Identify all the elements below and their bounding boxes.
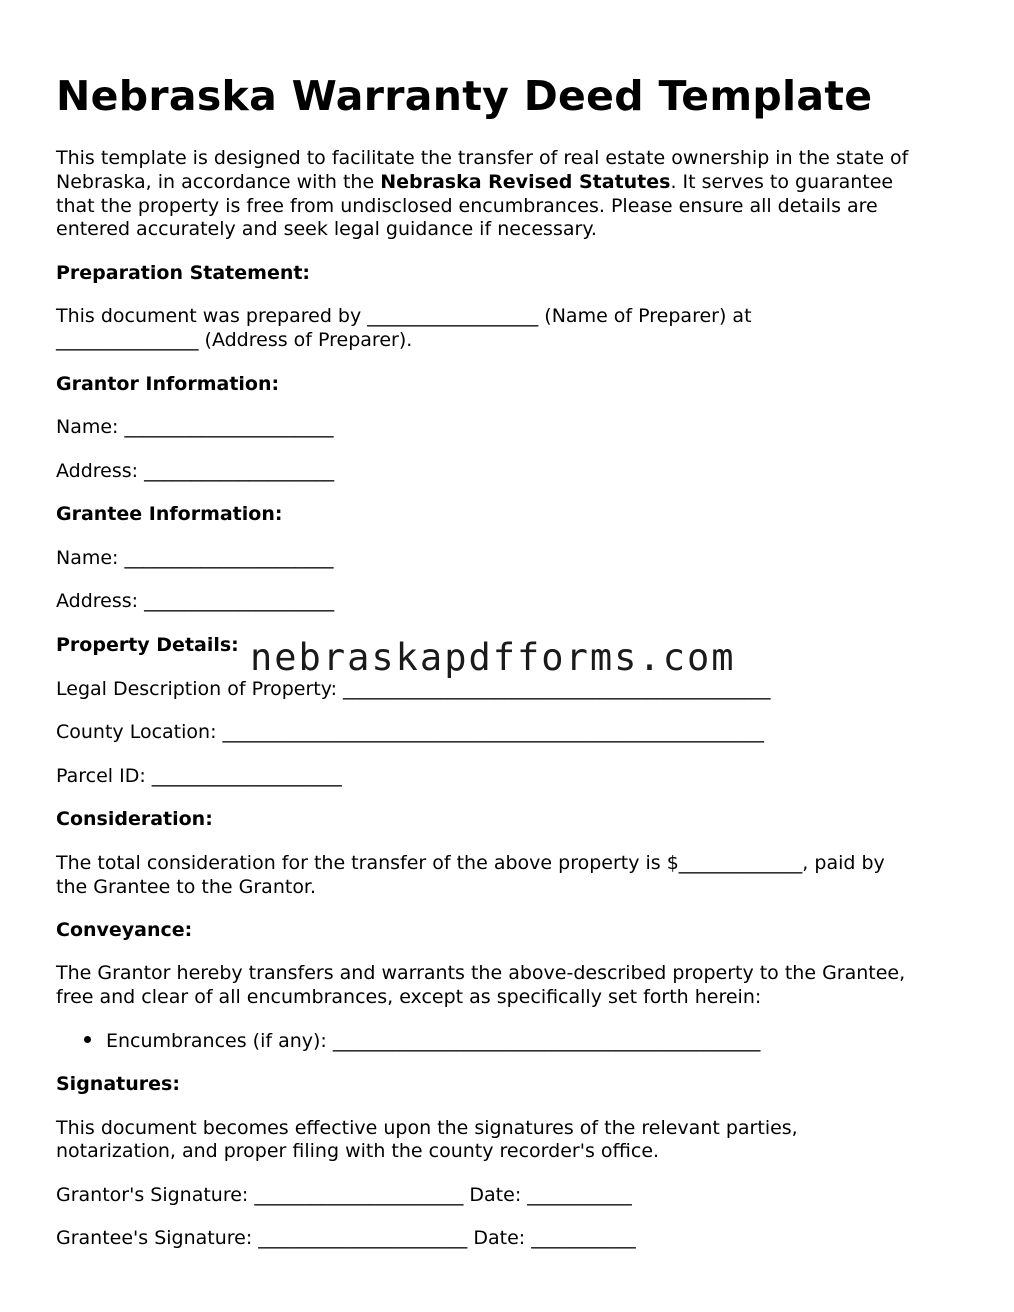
intro-line-2-post: . It serves to guarantee — [670, 171, 894, 193]
intro-line-1: This template is designed to facilitate the transfer of real estate ownership in the state of — [56, 147, 909, 169]
intro-line-2-pre: Nebraska, in accordance with the — [56, 171, 381, 193]
preparation-heading: Preparation Statement: — [56, 262, 311, 284]
preparation-line-1: This document was prepared by __________________ (Name of Preparer) at — [56, 305, 752, 327]
page-title: Nebraska Warranty Deed Template — [56, 72, 873, 120]
signatures-line-1: This document becomes effective upon the signatures of the relevant parties, — [56, 1117, 798, 1139]
encumbrances-field: Encumbrances (if any): _____________________________________________ — [106, 1030, 761, 1052]
consideration-line-1: The total consideration for the transfer of the above property is $_____________, paid by — [56, 852, 885, 874]
signatures-heading: Signatures: — [56, 1073, 180, 1095]
preparation-line-2: _______________ (Address of Preparer). — [56, 329, 413, 351]
grantee-name-field: Name: ______________________ — [56, 547, 334, 569]
grantee-heading: Grantee Information: — [56, 503, 283, 525]
legal-description-field: Legal Description of Property: _____________________________________________ — [56, 678, 771, 700]
bullet-icon — [84, 1036, 91, 1043]
county-location-field: County Location: _________________________________________________________ — [56, 721, 765, 743]
site-watermark: nebraskapdfforms.com — [250, 636, 736, 679]
consideration-line-2: the Grantee to the Grantor. — [56, 876, 317, 898]
grantor-signature-field: Grantor's Signature: ______________________ Date: ___________ — [56, 1184, 632, 1206]
property-heading: Property Details: — [56, 634, 239, 656]
consideration-heading: Consideration: — [56, 808, 213, 830]
signatures-line-2: notarization, and proper filing with the county recorder's office. — [56, 1140, 660, 1162]
intro-line-3: that the property is free from undisclosed encumbrances. Please ensure all details are — [56, 195, 878, 217]
grantor-address-field: Address: ____________________ — [56, 460, 335, 482]
conveyance-line-1: The Grantor hereby transfers and warrants the above-described property to the Grantee, — [56, 962, 906, 984]
intro-line-2 — [56, 170, 893, 194]
grantor-name-field: Name: ______________________ — [56, 416, 334, 438]
grantor-heading: Grantor Information: — [56, 373, 280, 395]
grantee-address-field: Address: ____________________ — [56, 590, 335, 612]
conveyance-heading: Conveyance: — [56, 919, 193, 941]
parcel-id-field: Parcel ID: ____________________ — [56, 765, 342, 787]
conveyance-line-2: free and clear of all encumbrances, except as specifically set forth herein: — [56, 986, 762, 1008]
statute-name: Nebraska Revised Statutes — [380, 171, 671, 193]
intro-line-4: entered accurately and seek legal guidance if necessary. — [56, 218, 597, 240]
grantee-signature-field: Grantee's Signature: ______________________ Date: ___________ — [56, 1227, 636, 1249]
